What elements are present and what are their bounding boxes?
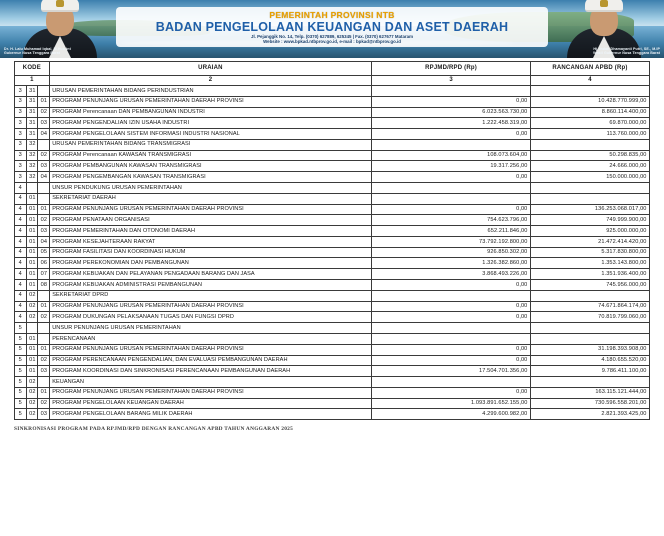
cell-uraian: PROGRAM PENGELOLAAN KEUANGAN DAERAH: [49, 398, 371, 409]
cell-kode-1: 5: [15, 355, 27, 366]
table-row: [15, 387, 650, 398]
cell-rancangan-apbd: 150.000.000,00: [530, 172, 649, 183]
cell-kode-1: 4: [15, 236, 27, 247]
table-row: [15, 96, 650, 107]
cell-rpjmd: [372, 85, 531, 96]
cell-uraian: PROGRAM Perencanaan DAN PEMBANGUNAN INDUSTRI: [49, 107, 371, 118]
vice-governor-caption: [510, 47, 660, 56]
cell-kode-2: [26, 323, 38, 334]
cell-kode-1: 4: [15, 247, 27, 258]
cell-rpjmd: 0,00: [372, 96, 531, 107]
cell-kode-2: 02: [26, 301, 38, 312]
table-row: [15, 409, 650, 420]
column-header-rancangan-apbd: RANCANGAN APBD (Rp): [530, 62, 649, 76]
cell-rancangan-apbd: 749.999.900,00: [530, 215, 649, 226]
cell-rpjmd: 19.317.256,00: [372, 161, 531, 172]
cell-kode-2: 01: [26, 333, 38, 344]
letterhead-banner: [0, 0, 664, 58]
cell-rpjmd: 0,00: [372, 355, 531, 366]
cell-rpjmd: 73.792.192.800,00: [372, 236, 531, 247]
cell-uraian: KEUANGAN: [49, 377, 371, 388]
cell-kode-3: 08: [38, 280, 50, 291]
cell-rpjmd: 1.326.382.860,00: [372, 258, 531, 269]
cell-kode-1: 4: [15, 290, 27, 301]
cell-rancangan-apbd: 1.353.143.800,00: [530, 258, 649, 269]
cell-rpjmd: 108.073.604,00: [372, 150, 531, 161]
cell-kode-2: 01: [26, 366, 38, 377]
cell-kode-3: 04: [38, 172, 50, 183]
cell-kode-3: 01: [38, 204, 50, 215]
cell-kode-2: 01: [26, 258, 38, 269]
cell-rpjmd: 0,00: [372, 344, 531, 355]
vice-governor-hat-icon: [585, 0, 623, 12]
table-head: [15, 62, 650, 86]
table-row: [15, 150, 650, 161]
footer-note: SINKRONISASI PROGRAM PADA RPJMD/RPD DENGAN RANCANGAN APBD TAHUN ANGGARAN 2025: [14, 426, 294, 433]
cell-kode-1: 3: [15, 161, 27, 172]
cell-kode-2: 02: [26, 387, 38, 398]
cell-kode-2: 01: [26, 269, 38, 280]
table-row: [15, 183, 650, 194]
document-sheet: [0, 58, 664, 420]
table-row: [15, 204, 650, 215]
cell-uraian: SEKRETARIAT DAERAH: [49, 193, 371, 204]
table-row: [15, 333, 650, 344]
cell-kode-2: 01: [26, 247, 38, 258]
cell-kode-1: 3: [15, 139, 27, 150]
cell-uraian: PROGRAM KESEJAHTERAAN RAKYAT: [49, 236, 371, 247]
vice-governor-title: Wakil Gubernur Nusa Tenggara Barat: [593, 51, 660, 56]
cell-kode-3: [38, 290, 50, 301]
cell-kode-3: [38, 377, 50, 388]
table-row: [15, 118, 650, 129]
cell-rpjmd: 1.222.458.319,00: [372, 118, 531, 129]
table-row: [15, 247, 650, 258]
cell-rancangan-apbd: [530, 290, 649, 301]
cell-rpjmd: 0,00: [372, 312, 531, 323]
cell-kode-2: 32: [26, 161, 38, 172]
cell-rancangan-apbd: 8.860.114.400,00: [530, 107, 649, 118]
cell-kode-3: 02: [38, 150, 50, 161]
cell-uraian: PROGRAM PENATAAN ORGANISASI: [49, 215, 371, 226]
cell-kode-1: 3: [15, 96, 27, 107]
cell-uraian: PROGRAM PENGENDALIAN IZIN USAHA INDUSTRI: [49, 118, 371, 129]
cell-rancangan-apbd: 1.351.936.400,00: [530, 269, 649, 280]
cell-kode-1: 4: [15, 301, 27, 312]
cell-rpjmd: [372, 193, 531, 204]
cell-uraian: PROGRAM KOORDINASI DAN SINKRONISASI PERENCANAAN PEMBANGUNAN DAERAH: [49, 366, 371, 377]
cell-kode-3: 06: [38, 258, 50, 269]
cell-rpjmd: [372, 323, 531, 334]
cell-kode-3: 01: [38, 96, 50, 107]
cell-rancangan-apbd: 24.666.000,00: [530, 161, 649, 172]
cell-kode-2: 32: [26, 139, 38, 150]
governor-caption: [4, 47, 154, 56]
table-row: [15, 129, 650, 140]
cell-kode-2: 01: [26, 280, 38, 291]
table-header-row: [15, 62, 650, 76]
cell-kode-3: 03: [38, 366, 50, 377]
cell-rpjmd: 4.299.600.982,00: [372, 409, 531, 420]
table-row: [15, 107, 650, 118]
cell-kode-1: 4: [15, 280, 27, 291]
cell-rancangan-apbd: 50.298.835,00: [530, 150, 649, 161]
cell-kode-3: 03: [38, 409, 50, 420]
governor-hat-icon: [41, 0, 79, 12]
cell-kode-2: 01: [26, 344, 38, 355]
table-row: [15, 377, 650, 388]
table-row: [15, 312, 650, 323]
cell-kode-1: 3: [15, 150, 27, 161]
cell-kode-3: 02: [38, 398, 50, 409]
cell-kode-3: 02: [38, 107, 50, 118]
cell-rancangan-apbd: 70.819.799.060,00: [530, 312, 649, 323]
cell-rpjmd: [372, 139, 531, 150]
cell-uraian: PROGRAM PEMBANGUNAN KAWASAN TRANSMIGRASI: [49, 161, 371, 172]
agency-website: Website : www.bpkad.ntbprov.go.id, e-mail : bpkad@ntbprov.go.id: [263, 39, 401, 45]
cell-rancangan-apbd: 2.821.393.425,00: [530, 409, 649, 420]
cell-uraian: UNSUR PENDUKUNG URUSAN PEMERINTAHAN: [49, 183, 371, 194]
cell-kode-2: 01: [26, 215, 38, 226]
cell-kode-3: 03: [38, 226, 50, 237]
table-row: [15, 398, 650, 409]
column-number-2: 2: [49, 75, 371, 85]
cell-uraian: PROGRAM KEBIJAKAN DAN PELAYANAN PENGADAAN BARANG DAN JASA: [49, 269, 371, 280]
cell-uraian: UNSUR PENUNJANG URUSAN PEMERINTAHAN: [49, 323, 371, 334]
cell-rpjmd: [372, 290, 531, 301]
cell-kode-2: 02: [26, 409, 38, 420]
cell-rpjmd: 754.623.796,00: [372, 215, 531, 226]
table-row: [15, 290, 650, 301]
column-number-4: 4: [530, 75, 649, 85]
cell-uraian: SEKRETARIAT DPRD: [49, 290, 371, 301]
cell-rpjmd: [372, 377, 531, 388]
column-number-3: 3: [372, 75, 531, 85]
table-row: [15, 161, 650, 172]
cell-rpjmd: 17.504.701.356,00: [372, 366, 531, 377]
cell-uraian: URUSAN PEMERINTAHAN BIDANG PERINDUSTRIAN: [49, 85, 371, 96]
cell-uraian: PROGRAM PENUNJANG URUSAN PEMERINTAHAN DAERAH PROVINSI: [49, 96, 371, 107]
cell-kode-2: 31: [26, 85, 38, 96]
cell-kode-1: 5: [15, 398, 27, 409]
cell-kode-2: 31: [26, 129, 38, 140]
cell-rancangan-apbd: 10.428.770.999,00: [530, 96, 649, 107]
table-row: [15, 323, 650, 334]
cell-kode-1: 4: [15, 183, 27, 194]
agency-address: Jl. Pejanggik No. 14, Telp. (0370) 627889, 625345 | Fax. (0370) 627677 Mataram: [251, 34, 413, 39]
cell-rpjmd: 0,00: [372, 172, 531, 183]
cell-uraian: PERENCANAAN: [49, 333, 371, 344]
cell-kode-3: 02: [38, 215, 50, 226]
cell-rancangan-apbd: 136.253.068.017,00: [530, 204, 649, 215]
column-header-rpjmd: RPJMD/RPD (Rp): [372, 62, 531, 76]
column-header-kode: KODE: [15, 62, 50, 76]
table-row: [15, 85, 650, 96]
table-row: [15, 139, 650, 150]
letterhead-title-plate: [116, 7, 548, 47]
cell-rpjmd: 0,00: [372, 129, 531, 140]
cell-kode-3: [38, 333, 50, 344]
cell-kode-1: 4: [15, 226, 27, 237]
cell-uraian: PROGRAM PENUNJANG URUSAN PEMERINTAHAN DAERAH PROVINSI: [49, 387, 371, 398]
column-number-row: [15, 75, 650, 85]
cell-uraian: PROGRAM PENGELOLAAN SISTEM INFORMASI INDUSTRI NASIONAL: [49, 129, 371, 140]
governor-name: Dr. H. Lalu Muhamad Iqbal, M.Hub.Int: [4, 46, 71, 51]
province-name: PEMERINTAH PROVINSI NTB: [269, 10, 395, 20]
cell-kode-1: 5: [15, 409, 27, 420]
cell-kode-1: 4: [15, 312, 27, 323]
table-row: [15, 226, 650, 237]
cell-rancangan-apbd: [530, 139, 649, 150]
cell-rancangan-apbd: 69.870.000,00: [530, 118, 649, 129]
cell-kode-2: 01: [26, 236, 38, 247]
cell-kode-1: 3: [15, 107, 27, 118]
cell-rancangan-apbd: 31.198.393.908,00: [530, 344, 649, 355]
cell-kode-2: 31: [26, 96, 38, 107]
cell-rpjmd: 926.850.302,00: [372, 247, 531, 258]
cell-kode-2: 32: [26, 150, 38, 161]
table-row: [15, 236, 650, 247]
cell-uraian: PROGRAM FASILITASI DAN KOORDINASI HUKUM: [49, 247, 371, 258]
cell-kode-2: 02: [26, 377, 38, 388]
governor-title: Gubernur Nusa Tenggara Barat: [4, 51, 61, 56]
cell-uraian: PROGRAM PENUNJANG URUSAN PEMERINTAHAN DAERAH PROVINSI: [49, 204, 371, 215]
table-row: [15, 215, 650, 226]
cell-kode-1: 5: [15, 387, 27, 398]
table-row: [15, 366, 650, 377]
cell-kode-2: 02: [26, 312, 38, 323]
cell-rancangan-apbd: 113.760.000,00: [530, 129, 649, 140]
cell-kode-2: 31: [26, 107, 38, 118]
cell-kode-3: 03: [38, 118, 50, 129]
cell-kode-2: 01: [26, 355, 38, 366]
cell-kode-1: 4: [15, 269, 27, 280]
cell-rancangan-apbd: [530, 193, 649, 204]
cell-kode-3: 02: [38, 312, 50, 323]
cell-rancangan-apbd: [530, 85, 649, 96]
table-row: [15, 172, 650, 183]
table-row: [15, 355, 650, 366]
cell-rancangan-apbd: [530, 183, 649, 194]
cell-rpjmd: 0,00: [372, 204, 531, 215]
cell-kode-3: 01: [38, 301, 50, 312]
cell-kode-3: 07: [38, 269, 50, 280]
cell-rpjmd: [372, 333, 531, 344]
cell-rancangan-apbd: [530, 333, 649, 344]
cell-kode-1: 3: [15, 85, 27, 96]
cell-kode-1: 3: [15, 129, 27, 140]
cell-rpjmd: 6.023.563.730,00: [372, 107, 531, 118]
cell-kode-2: 01: [26, 226, 38, 237]
cell-uraian: PROGRAM DUKUNGAN PELAKSANAAN TUGAS DAN FUNGSI DPRD: [49, 312, 371, 323]
cell-kode-3: 01: [38, 387, 50, 398]
cell-rancangan-apbd: 4.180.655.520,00: [530, 355, 649, 366]
table-row: [15, 269, 650, 280]
cell-uraian: PROGRAM Perencanaan KAWASAN TRANSMIGRASI: [49, 150, 371, 161]
cell-uraian: PROGRAM PEMERINTAHAN DAN OTONOMI DAERAH: [49, 226, 371, 237]
cell-rancangan-apbd: 730.596.558.201,00: [530, 398, 649, 409]
cell-kode-2: 32: [26, 172, 38, 183]
cell-uraian: PROGRAM KEBIJAKAN ADMINISTRASI PEMBANGUNAN: [49, 280, 371, 291]
table-body: [15, 85, 650, 419]
cell-kode-1: 5: [15, 333, 27, 344]
table-row: [15, 193, 650, 204]
cell-uraian: PROGRAM PENGELOLAAN BARANG MILIK DAERAH: [49, 409, 371, 420]
table-row: [15, 258, 650, 269]
cell-rancangan-apbd: 163.115.121.444,00: [530, 387, 649, 398]
cell-kode-2: 02: [26, 398, 38, 409]
agency-name: BADAN PENGELOLAAN KEUANGAN DAN ASET DAERAH: [155, 20, 509, 34]
cell-rancangan-apbd: 74.671.864.174,00: [530, 301, 649, 312]
cell-rancangan-apbd: 9.786.411.100,00: [530, 366, 649, 377]
cell-rpjmd: 652.211.846,00: [372, 226, 531, 237]
cell-kode-3: 04: [38, 236, 50, 247]
cell-kode-2: 01: [26, 193, 38, 204]
cell-kode-1: 5: [15, 366, 27, 377]
sinkronisasi-table: [14, 61, 650, 420]
cell-kode-3: [38, 183, 50, 194]
table-row: [15, 344, 650, 355]
cell-kode-3: 03: [38, 161, 50, 172]
table-row: [15, 280, 650, 291]
cell-rpjmd: 0,00: [372, 301, 531, 312]
cell-uraian: URUSAN PEMERINTAHAN BIDANG TRANSMIGRASI: [49, 139, 371, 150]
cell-kode-2: 02: [26, 290, 38, 301]
cell-kode-1: 4: [15, 193, 27, 204]
cell-rancangan-apbd: 745.956.000,00: [530, 280, 649, 291]
cell-kode-3: [38, 193, 50, 204]
cell-kode-1: 5: [15, 323, 27, 334]
cell-rpjmd: [372, 183, 531, 194]
cell-kode-2: 31: [26, 118, 38, 129]
cell-kode-3: [38, 323, 50, 334]
vice-governor-name: Hj. Indah Dhamayanti Putri, SE., M.IP: [593, 46, 660, 51]
cell-kode-1: 4: [15, 258, 27, 269]
cell-kode-1: 3: [15, 172, 27, 183]
cell-rancangan-apbd: [530, 323, 649, 334]
cell-kode-1: 4: [15, 204, 27, 215]
cell-kode-3: 05: [38, 247, 50, 258]
cell-uraian: PROGRAM PEREKONOMIAN DAN PEMBANGUNAN: [49, 258, 371, 269]
cell-uraian: PROGRAM PENUNJANG URUSAN PEMERINTAHAN DAERAH PROVINSI: [49, 344, 371, 355]
cell-rpjmd: 1.093.891.652.155,00: [372, 398, 531, 409]
cell-kode-2: [26, 183, 38, 194]
column-number-1: 1: [15, 75, 50, 85]
cell-rpjmd: 0,00: [372, 387, 531, 398]
cell-kode-3: 04: [38, 129, 50, 140]
cell-kode-1: 3: [15, 118, 27, 129]
cell-kode-3: [38, 85, 50, 96]
cell-kode-2: 01: [26, 204, 38, 215]
cell-kode-3: 02: [38, 355, 50, 366]
cell-kode-1: 5: [15, 344, 27, 355]
cell-rpjmd: 0,00: [372, 280, 531, 291]
cell-rancangan-apbd: [530, 377, 649, 388]
cell-kode-3: [38, 139, 50, 150]
cell-uraian: PROGRAM PERENCANAAN PENGENDALIAN, DAN EVALUASI PEMBANGUNAN DAERAH: [49, 355, 371, 366]
cell-rancangan-apbd: 5.317.830.800,00: [530, 247, 649, 258]
cell-rpjmd: 3.868.493.226,00: [372, 269, 531, 280]
cell-kode-3: 01: [38, 344, 50, 355]
cell-kode-1: 5: [15, 377, 27, 388]
cell-kode-1: 4: [15, 215, 27, 226]
cell-rancangan-apbd: 925.000.000,00: [530, 226, 649, 237]
cell-uraian: PROGRAM PENGEMBANGAN KAWASAN TRANSMIGRASI: [49, 172, 371, 183]
table-row: [15, 301, 650, 312]
cell-uraian: PROGRAM PENUNJANG URUSAN PEMERINTAHAN DAERAH PROVINSI: [49, 301, 371, 312]
cell-rancangan-apbd: 21.472.414.420,00: [530, 236, 649, 247]
column-header-uraian: URAIAN: [49, 62, 371, 76]
